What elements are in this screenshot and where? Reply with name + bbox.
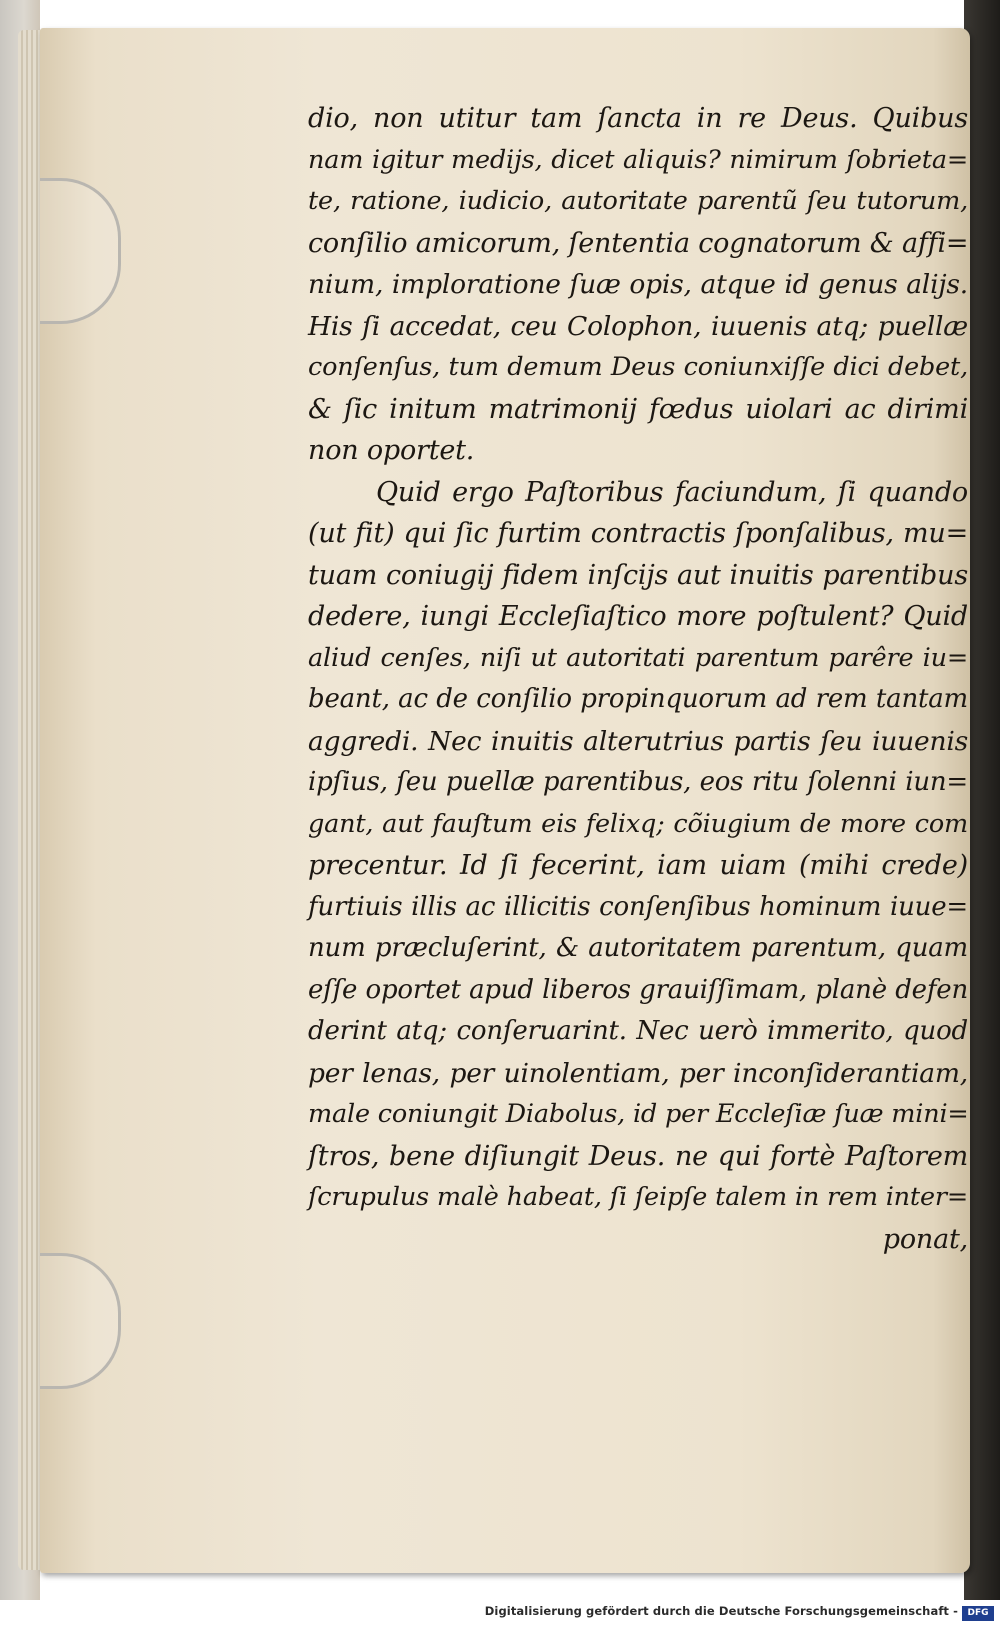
digitization-footer [0, 1603, 1000, 1625]
text-line: nam igitur medijs, dicet aliquis? nimirum ſobrieta= [308, 144, 968, 175]
text-line: eſſe oportet apud liberos grauiſſimam, planè defen [308, 974, 968, 1005]
page-clip-bottom [40, 1253, 121, 1389]
text-line: beant, ac de conſilio propinquorum ad rem tantam [308, 684, 968, 714]
text-line: male coniungit Diabolus, id per Eccleſiæ ſuæ mini= [308, 1099, 969, 1129]
text-line: ſtros, bene diſiungit Deus. ne qui fortè Paſtorem [308, 1140, 968, 1172]
text-line: precentur. Id ſi fecerint, iam uiam (mihi crede) [308, 850, 968, 881]
text-line: derint atq; conſeruarint. Nec uerò immerito, quod [308, 1016, 968, 1046]
text-line: furtiuis illis ac illicitis conſenſibus hominum iuue= [308, 891, 968, 922]
text-line: ipſius, ſeu puellæ parentibus, eos ritu ſolenni iun= [308, 767, 968, 797]
text-line: dedere, iungi Eccleſiaſtico more poſtulent? Quid [308, 601, 968, 632]
text-line: gant, aut fauſtum eis felixq; cõiugium de more com [308, 808, 968, 839]
text-line: His ſi accedat, ceu Colophon, iuuenis atq; puellæ [308, 310, 968, 342]
text-line: ſcrupulus malè habeat, ſi ſeipſe talem in rem inter= [308, 1182, 968, 1212]
page-clip-top [40, 178, 121, 324]
text-line: (ut fit) qui ſic furtim contractis ſponſalibus, mu= [308, 518, 968, 549]
text-line: num præcluſerint, & autoritatem parentum, quam [308, 933, 968, 963]
text-line: Quid ergo Paſtoribus faciundum, ſi quando [376, 476, 968, 508]
page-text [308, 98, 968, 1260]
text-line: conſenſus, tum demum Deus coniunxiſſe dici debet, [308, 352, 968, 382]
text-line: per lenas, per uinolentiam, per inconſiderantiam, [308, 1057, 968, 1089]
text-line: nium, imploratione ſuæ opis, atque id genus alijs. [308, 269, 968, 300]
text-line: non oportet. [308, 435, 475, 466]
text-line: aliud cenſes, niſi ut autoritati parentum parêre iu= [308, 642, 968, 673]
dfg-logo-icon: DFG [962, 1606, 994, 1621]
text-line: te, ratione, iudicio, autoritate parentũ ſeu tutorum, [308, 186, 968, 216]
funding-credit: Digitalisierung gefördert durch die Deutsche Forschungsgemeinschaft - [484, 1604, 958, 1618]
text-line: tuam coniugij fidem inſcijs aut inuitis parentibus [308, 559, 968, 591]
catchword: ponat, [882, 1223, 968, 1255]
text-line: dio, non utitur tam ſancta in re Deus. Quibus [308, 103, 968, 134]
text-line: conſilio amicorum, ſententia cognatorum & affi= [308, 227, 969, 259]
text-line: & ſic initum matrimonij fœdus uiolari ac dirimi [308, 393, 968, 425]
text-line: aggredi. Nec inuitis alterutrius partis ſeu iuuenis [308, 725, 968, 757]
